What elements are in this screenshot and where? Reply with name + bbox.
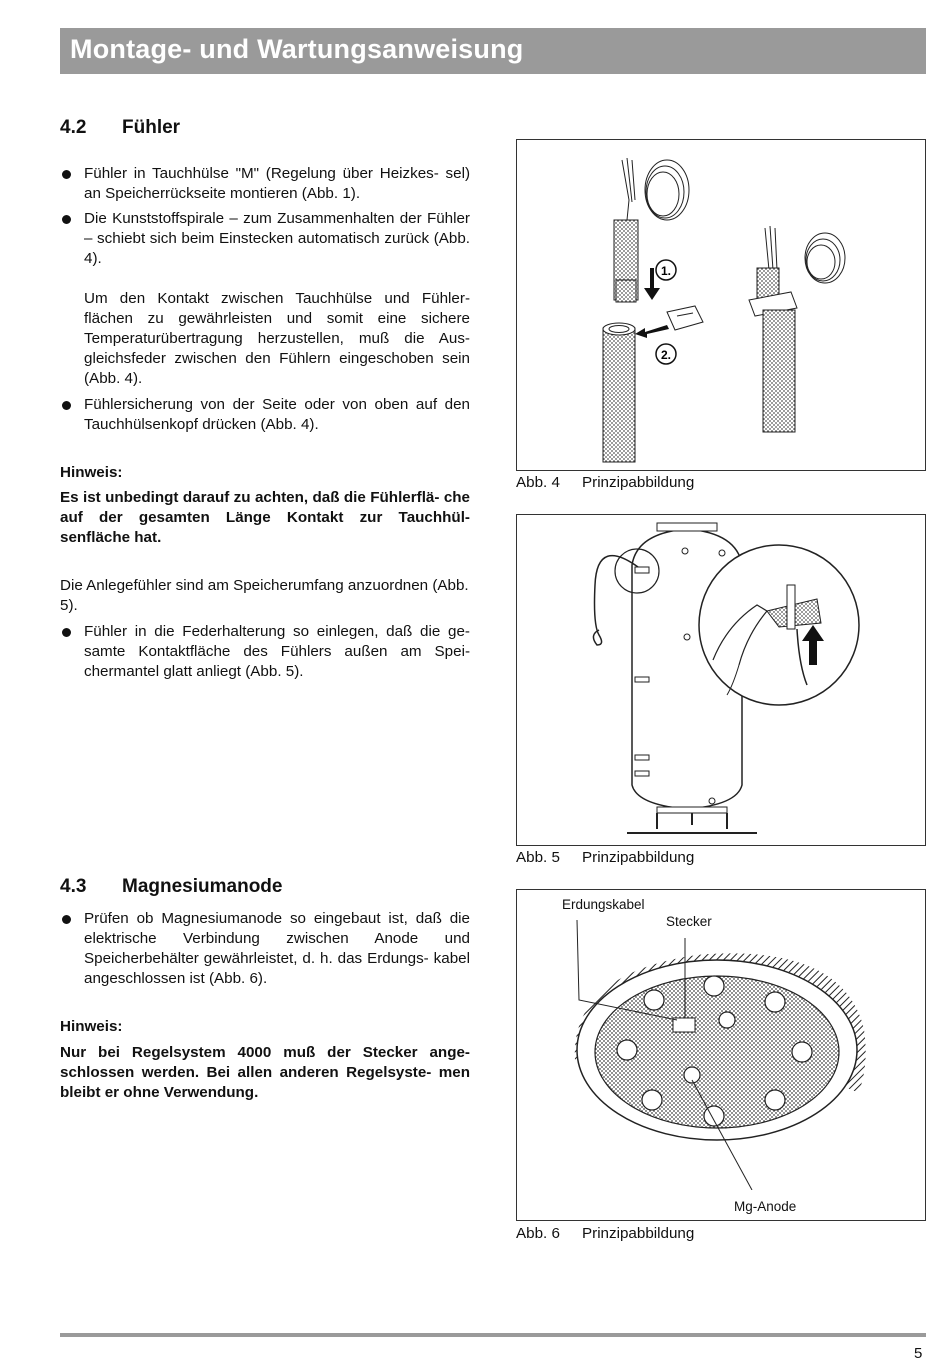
figure-5-caption [516, 849, 694, 866]
document-title: Montage- und Wartungsanweisung [70, 34, 524, 64]
section-number: 4.2 [60, 117, 87, 138]
note-body: Nur bei Regelsystem 4000 muß der Stecker ange- schlossen werden. Bei allen anderen Regelsyste- men bleibt er ohne Verwendung. [60, 1044, 470, 1101]
footer-divider [60, 1333, 926, 1337]
bullet-icon [62, 628, 71, 637]
step-2-label: 2. [660, 348, 672, 362]
bullet-text: Fühler in die Federhalterung so einlegen, daß die ge- samte Kontaktfläche des Fühlers außen am Spei- chermantel glatt anliegt (Abb. 5). [84, 623, 470, 680]
bullet-text: Prüfen ob Magnesiumanode so eingebaut ist, daß die elektrische Verbindung zwischen Anode und Speicherbehälter gewährleistet, d. h. das Erdungs- kabel angeschlossen ist (Abb. 6). [84, 910, 470, 987]
note-body: Es ist unbedingt darauf zu achten, daß die Fühlerflä- che auf der gesamten Länge Kontakt zur Tauchhül- senfläche hat. [60, 489, 470, 546]
note-heading: Hinweis: [60, 464, 123, 481]
storage-tank-sensor-illustration [517, 515, 925, 845]
figure-caption: Prinzipabbildung [582, 1225, 695, 1242]
bullet-text: Fühler in Tauchhülse "M" (Regelung über Heizkes- sel) an Speicherrückseite montieren (Abb. 1). [84, 165, 470, 202]
section-title: Magnesiumanode [122, 876, 283, 897]
sensor-installation-illustration [517, 140, 925, 470]
page-number: 5 [914, 1345, 923, 1362]
bullet-icon [62, 170, 71, 179]
bullet-text: Fühlersicherung von der Seite oder von oben auf den Tauchhülsenkopf drücken (Abb. 4). [84, 396, 470, 433]
section-heading-4-3 [60, 876, 282, 898]
bullet-icon [62, 401, 71, 410]
header-bar [60, 28, 926, 74]
bullet-icon [62, 215, 71, 224]
paragraph: Um den Kontakt zwischen Tauchhülse und Fühler- flächen zu gewährleisten und somit eine sichere Temperaturübertragung herzustellen, muß die Aus- gleichsfeder zwischen den Fühlern eingeschoben sein (Abb. 4). [84, 290, 470, 387]
figure-5 [516, 514, 926, 846]
figure-caption: Prinzipabbildung [582, 474, 695, 491]
label-erdungskabel: Erdungskabel [562, 897, 645, 912]
magnesium-anode-illustration [517, 890, 925, 1190]
figure-number: Abb. 4 [516, 474, 560, 491]
figure-number: Abb. 5 [516, 849, 560, 866]
label-mg-anode: Mg-Anode [734, 1199, 797, 1214]
figure-number: Abb. 6 [516, 1225, 560, 1242]
label-stecker: Stecker [666, 914, 712, 929]
note-heading: Hinweis: [60, 1018, 123, 1035]
figure-6-caption [516, 1225, 694, 1242]
figure-caption: Prinzipabbildung [582, 849, 695, 866]
step-1-label: 1. [660, 264, 672, 278]
bullet-icon [62, 915, 71, 924]
figure-4-caption [516, 474, 694, 491]
section-number: 4.3 [60, 876, 87, 897]
section-heading-4-2 [60, 117, 180, 139]
section-title: Fühler [122, 117, 181, 138]
bullet-text: Die Kunststoffspirale – zum Zusammenhalten der Fühler – schiebt sich beim Einstecken automatisch zurück (Abb. 4). [84, 210, 470, 267]
figure-6 [516, 889, 926, 1221]
paragraph: Die Anlegefühler sind am Speicherumfang anzuordnen (Abb. 5). [60, 577, 469, 614]
figure-4 [516, 139, 926, 471]
